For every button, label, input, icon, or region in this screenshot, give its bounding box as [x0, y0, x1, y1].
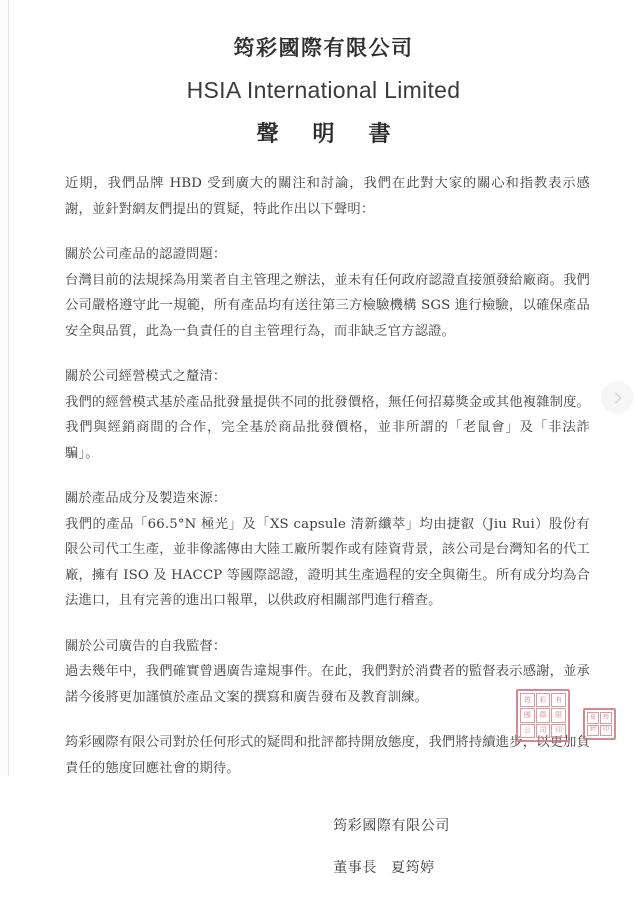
- company-seal-grid: [518, 691, 568, 740]
- company-name-english: HSIA International Limited: [186, 77, 461, 103]
- seal-char: 婷: [587, 725, 599, 737]
- paragraph-spacer: [65, 710, 590, 730]
- section-body-advertising: 過去幾年中，我們確實曾遇廣告違規事件。在此，我們對於消費者的監督表示感謝，並承諾今後將更加謹慎於產品文案的撰寫和廣告發布及教育訓練。: [65, 664, 590, 705]
- document-header: [9, 0, 638, 149]
- seal-char: 筠: [600, 712, 612, 724]
- paragraph-spacer: [65, 344, 590, 364]
- section-body-business-model: 我們的經營模式基於產品批發量提供不同的批發價格，無任何招募獎金或其他複雜制度。我們與經銷商間的合作，完全基於商品批發價格，並非所謂的「老鼠會」及「非法詐騙」。: [65, 394, 590, 461]
- signature-lines: [333, 815, 450, 879]
- paragraph-spacer: [65, 222, 590, 242]
- personal-seal-grid: [585, 710, 614, 738]
- section-heading-advertising: 關於公司廣告的自我監督：: [65, 638, 227, 654]
- section-heading-business-model: 關於公司經營模式之釐清：: [65, 369, 227, 384]
- paragraph-spacer: [65, 614, 590, 634]
- chevron-right-icon: [611, 391, 625, 405]
- intro-paragraph: 近期，我們品牌 HBD 受到廣大的關注和討論，我們在此對大家的關心和指教表示感謝，並針對網友們提出的質疑，特此作出以下聲明：: [65, 176, 590, 217]
- closing-paragraph: 筠彩國際有限公司對於任何形式的疑問和批評都持開放態度，我們將持續進步，以更加負責任的態度回應社會的期待。: [65, 735, 590, 776]
- paragraph-spacer: [65, 466, 590, 486]
- seal-char: 夏: [587, 712, 599, 724]
- company-name-chinese: 筠彩國際有限公司: [233, 35, 414, 60]
- seal-char: 國: [520, 708, 535, 722]
- section-heading-ingredients: 關於產品成分及製造來源：: [65, 491, 227, 506]
- company-seal-stamp: [516, 689, 570, 742]
- signature-block: [65, 807, 590, 911]
- document-title: 聲明書: [256, 121, 425, 147]
- section-body-certification: 台灣目前的法規採為用業者自主管理之辦法，並未有任何政府認證直接頒發給廠商。我們公司嚴格遵守此一規範，所有產品均有送往第三方檢驗機構 SGS 進行檢驗，以確保產品安全與品質，此為一負責任的自主管理行為，而非缺乏官方認證。: [65, 272, 590, 339]
- seal-char: 限: [551, 708, 566, 722]
- document-page: [9, 0, 638, 876]
- signature-role: 董事長: [333, 860, 377, 876]
- personal-seal-stamp: [583, 708, 616, 740]
- section-heading-certification: 關於公司產品的認證問題：: [65, 247, 227, 262]
- seal-char: 司: [536, 724, 551, 738]
- signature-name: 夏筠婷: [391, 860, 435, 876]
- signature-person: [333, 857, 450, 879]
- seal-char: 筠: [520, 693, 535, 707]
- seal-char: 印: [600, 725, 612, 737]
- document-body: [9, 149, 638, 911]
- signature-company: 筠彩國際有限公司: [333, 818, 450, 834]
- next-page-button[interactable]: [601, 381, 634, 414]
- section-body-ingredients: 我們的產品「66.5°N 極光」及「XS capsule 清新纖萃」均由捷叡（Jiu Rui）股份有限公司代工生產，並非像謠傳由大陸工廠所製作或有陸資背景，該公司是台灣知名的代工廠，擁有 ISO 及 HACCP 等國際認證，證明其生產過程的安全與衛生。所有成分均為合法進口，且有完善的進出口報單，以供政府相關部門進行稽查。: [65, 516, 590, 608]
- seal-char: 公: [520, 724, 535, 738]
- seal-char: 彩: [536, 693, 551, 707]
- seal-char: 際: [536, 708, 551, 722]
- seal-char: 有: [551, 693, 566, 707]
- seal-char: 印: [551, 724, 566, 738]
